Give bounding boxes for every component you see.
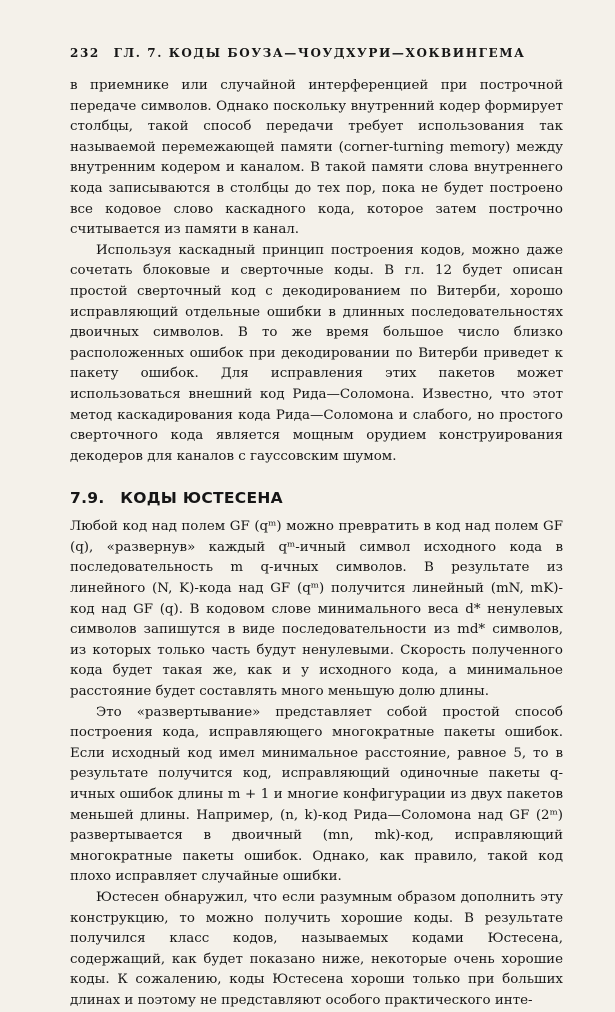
page-number: 232 [70, 46, 100, 60]
chapter-title: ГЛ. 7. КОДЫ БОУЗА—ЧОУДХУРИ—ХОКВИНГЕМА [113, 46, 526, 60]
paragraph-2: Используя каскадный принцип построения кодов, можно даже сочетать блоковые и сверточные коды. В гл. 12 будет описан простой сверточный код с декодированием по Витерби, хорошо исправляющий отдельные ошибки в длинных последовательностях двоичных символов. В то же время большое число близко расположенных ошибок при декодировании по Витерби приведет к пакету ошибок. Для исправления этих пакетов может использоваться внешний код Рида—Соломона. Известно, что этот метод каскадирования кода Рида—Соломона и слабого, но простого сверточного кода является мощным орудием конструирования декодеров для каналов с гауссовским шумом. [70, 242, 563, 464]
section-paragraph-2: Это «развертывание» представляет собой простой способ построения кода, исправляющего многократные пакеты ошибок. Если исходный код имел минимальное расстояние, равное 5, то в результате получится код, исправляющий одиночные пакеты q-ичных ошибок длины m + 1 и многие конфигурации из двух пакетов меньшей длины. Например, (n, k)-код Рида—Соломона над GF (2ᵐ) развертывается в двоичный (mn, mk)-код, исправляющий многократные пакеты ошибок. Однако, как правило, такой код плохо исправляет случайные ошибки. [70, 704, 563, 885]
section-number: 7.9. [70, 489, 105, 508]
section-paragraph-1: Любой код над полем GF (qᵐ) можно превратить в код над полем GF (q), «развернув» каждый qᵐ-ичный символ исходного кода в последовательность m q-ичных символов. В результате из линейного (N, K)-кода над GF (qᵐ) получится линейный (mN, mK)-код над GF (q). В кодовом слове минимального веса d* ненулевых символов запишутся в виде последовательности из md* символов, из которых только часть будут ненулевыми. Скорость полученного кода будет такая же, как и у исходного кода, а минимальное расстояние будет составлять много меньшую долю длины. [70, 519, 563, 700]
section-title: КОДЫ ЮСТЕСЕНА [120, 489, 283, 508]
section-paragraph-3: Юстесен обнаружил, что если разумным образом дополнить эту конструкцию, то можно получить хорошие коды. В результате получился класс кодов, называемых кодами Юстесена, содержащий, как будет показано ниже, некоторые очень хорошие коды. К сожалению, коды Юстесена хороши только при больших длинах и поэтому не представляют особого практического инте- [70, 889, 563, 1008]
section-heading [70, 489, 563, 507]
running-head [70, 46, 563, 60]
paragraph-1: в приемнике или случайной интерференцией при построчной передаче символов. Однако поскольку внутренний кодер формирует столбцы, такой способ передачи требует использования так называемой перемежающей памяти (corner-turning memory) между внутренним кодером и каналом. В такой памяти слова внутреннего кода записываются в столбцы до тех пор, пока не будет построено все кодовое слово каскадного кода, которое затем построчно считывается из памяти в канал. [70, 78, 563, 238]
